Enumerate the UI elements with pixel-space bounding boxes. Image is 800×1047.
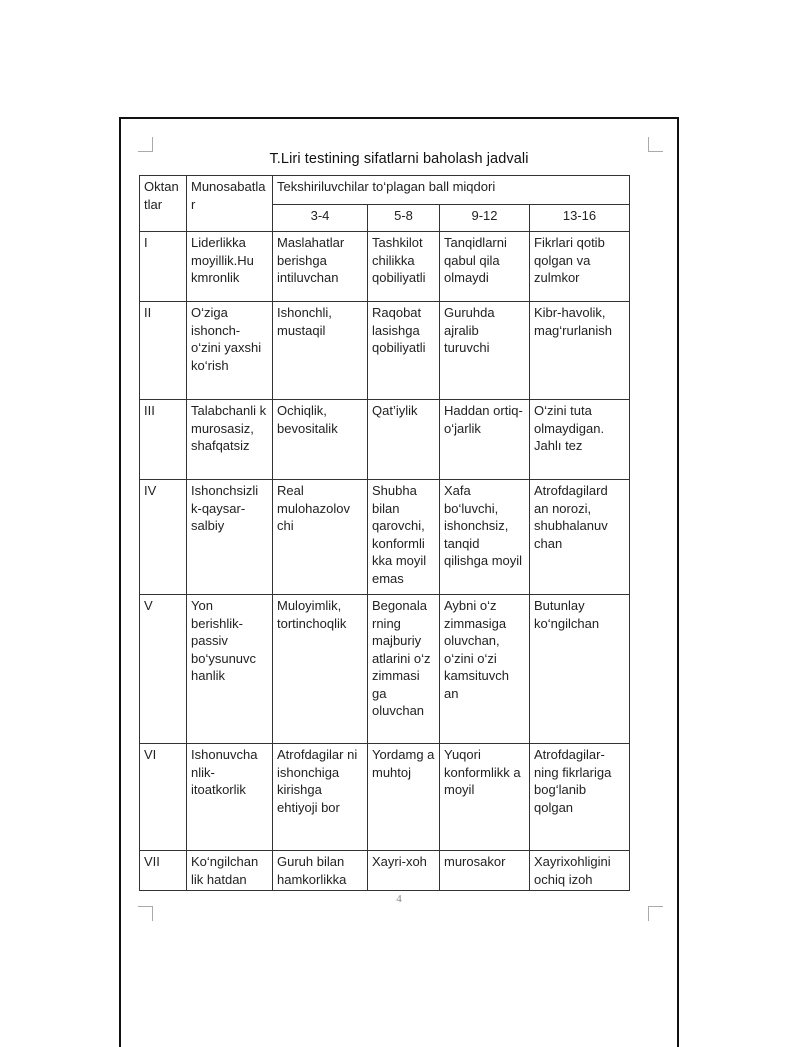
score-cell: Fikrlari qotib qolgan va zulmkor [530,232,630,302]
table-row [140,851,630,891]
crop-mark-top-right [648,137,663,152]
relation-cell: O‘ziga ishonch-o‘zini yaxshi ko‘rish [187,302,273,400]
octant-cell: II [140,302,187,400]
score-cell: Ishonchli, mustaqil [273,302,368,400]
score-cell: Xayri-xoh [368,851,440,891]
score-cell: Qat’iylik [368,400,440,480]
table-row [140,744,630,851]
relation-cell: Talabchanli k murosasiz, shafqatsiz [187,400,273,480]
table-row [140,480,630,595]
page-number: 4 [396,893,402,905]
score-cell: Aybni o‘z zimmasiga oluvchan, o‘zini o‘zi kamsituvch an [440,595,530,744]
score-cell: Tashkilot chilikka qobiliyatli [368,232,440,302]
table-row [140,595,630,744]
score-cell: Xayrixohligini ochiq izoh [530,851,630,891]
header-range: 3-4 [273,205,368,232]
header-scores: Tekshiriluvchilar to‘plagan ball miqdori [273,176,630,205]
score-cell: Shubha bilan qarovchi, konformli kka moyil emas [368,480,440,595]
score-cell: Atrofdagilar-ning fikrlariga bog‘lanib qolgan [530,744,630,851]
score-cell: Xafa bo‘luvchi, ishonchsiz, tanqid qilishga moyil [440,480,530,595]
octant-cell: VII [140,851,187,891]
table-row [140,232,630,302]
crop-mark-bottom-left [138,906,153,921]
octant-cell: VI [140,744,187,851]
score-cell: Maslahatlar berishga intiluvchan [273,232,368,302]
score-cell: Muloyimlik, tortinchoqlik [273,595,368,744]
page-title: T.Liri testining sifatlarni baholash jadvali [269,151,529,167]
score-cell: Guruhda ajralib turuvchi [440,302,530,400]
relation-cell: Ko‘ngilchan lik hatdan [187,851,273,891]
header-relation: Munosabatla r [187,176,273,232]
score-cell: Butunlay ko‘ngilchan [530,595,630,744]
score-cell: Begonala rning majburiy atlarini o‘z zimmasi ga oluvchan [368,595,440,744]
header-range: 13-16 [530,205,630,232]
score-cell: Raqobat lasishga qobiliyatli [368,302,440,400]
relation-cell: Ishonchsizli k-qaysar-salbiy [187,480,273,595]
score-cell: Guruh bilan hamkorlikka [273,851,368,891]
relation-cell: Ishonuvcha nlik-itoatkorlik [187,744,273,851]
crop-mark-top-left [138,137,153,152]
score-cell: Atrofdagilar ni ishonchiga kirishga ehtiyoji bor [273,744,368,851]
score-cell: Ochiqlik, bevositalik [273,400,368,480]
score-cell: murosakor [440,851,530,891]
score-cell: Tanqidlarni qabul qila olmaydi [440,232,530,302]
header-octant: Oktan tlar [140,176,187,232]
assessment-table [139,175,630,891]
header-row [140,176,630,205]
score-cell: Yordamg a muhtoj [368,744,440,851]
crop-mark-bottom-right [648,906,663,921]
score-cell: Real mulohazolov chi [273,480,368,595]
octant-cell: V [140,595,187,744]
score-cell: Yuqori konformlikk a moyil [440,744,530,851]
score-cell: Atrofdagilard an norozi, shubhalanuv chan [530,480,630,595]
score-cell: O‘zini tuta olmaydigan. Jahlı tez [530,400,630,480]
score-cell: Kibr-havolik, mag‘rurlanish [530,302,630,400]
header-range: 9-12 [440,205,530,232]
header-range: 5-8 [368,205,440,232]
octant-cell: I [140,232,187,302]
score-cell: Haddan ortiq-o‘jarlik [440,400,530,480]
relation-cell: Yon berishlik-passiv bo‘ysunuvc hanlik [187,595,273,744]
table-row [140,400,630,480]
octant-cell: III [140,400,187,480]
table-row [140,302,630,400]
relation-cell: Liderlikka moyillik.Hu kmronlik [187,232,273,302]
octant-cell: IV [140,480,187,595]
